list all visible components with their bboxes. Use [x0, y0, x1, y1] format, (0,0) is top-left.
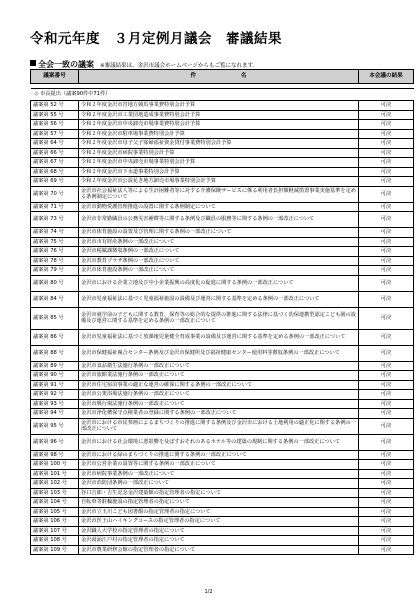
subject-cell: 金沢市浄化槽保守点検業者の登録に関する条例の一部改正について	[79, 409, 359, 419]
table-row	[31, 110, 414, 120]
group-row	[31, 89, 414, 101]
subject-cell: 谷口吉郎・吉生記念金沢建築館の指定管理者の指定について	[79, 488, 359, 498]
result-cell: 可決	[359, 101, 414, 111]
bill-number-cell: 議案第 109 号	[31, 545, 79, 555]
table-row	[31, 139, 414, 149]
table-row	[31, 228, 414, 238]
table-row	[31, 266, 414, 276]
subject-cell: 金沢市興行場法施行条例の一部改正について	[79, 399, 359, 409]
table-row	[31, 256, 414, 266]
bill-number-cell: 議案第 88 号	[31, 345, 79, 361]
subject-cell: 金沢市保健福祉複合センター条例及び金沢市保健所及び福祉健康センター使用料等徴収条例の一部改正について	[79, 345, 359, 361]
table-row	[31, 329, 414, 345]
header-subject: 件 名	[79, 70, 359, 84]
result-cell: 可決	[359, 526, 414, 536]
result-cell: 可決	[359, 361, 414, 371]
results-table	[30, 69, 414, 555]
subject-cell: 金沢市における企業立地及び中小企業振興の高度化の促進に関する条例の一部改正について	[79, 275, 359, 291]
table-row	[31, 202, 414, 212]
bill-number-cell: 議案第 94 号	[31, 409, 79, 419]
result-cell: 可決	[359, 148, 414, 158]
result-cell: 可決	[359, 479, 414, 489]
subject-cell: 金沢湯涌江戸村の指定管理者の指定について	[79, 536, 359, 546]
subject-cell: 金沢市旅館業法施行条例の一部改正について	[79, 371, 359, 381]
table-row	[31, 167, 414, 177]
result-cell: 可決	[359, 450, 414, 460]
bill-number-cell: 議案第 98 号	[31, 450, 79, 460]
bill-number-cell: 議案第 91 号	[31, 380, 79, 390]
bill-number-cell: 議案第 106 号	[31, 517, 79, 527]
result-cell: 可決	[359, 129, 414, 139]
subject-cell: 令和２年度金沢市駐車場事業費特別会計予算	[79, 129, 359, 139]
table-row	[31, 536, 414, 546]
subject-cell: 金沢市教育プラザ条例の一部改正について	[79, 256, 359, 266]
bill-number-cell: 議案第 70 号	[31, 186, 79, 202]
table-row	[31, 345, 414, 361]
bill-number-cell: 議案第 71 号	[31, 202, 79, 212]
result-cell: 可決	[359, 390, 414, 400]
result-cell: 可決	[359, 291, 414, 307]
subject-cell: 金沢市市有財産条例の一部改正について	[79, 237, 359, 247]
table-row	[31, 479, 414, 489]
subject-cell: 金沢市医王山ハイキングコースの指定管理者の指定について	[79, 517, 359, 527]
bill-number-cell: 議案第 80 号	[31, 275, 79, 291]
table-body	[31, 84, 414, 555]
bill-number-cell: 議案第 76 号	[31, 247, 79, 257]
subject-cell: 自転車等駐輪施設の指定管理者の指定について	[79, 498, 359, 508]
table-row	[31, 409, 414, 419]
table-row	[31, 380, 414, 390]
result-cell: 可決	[359, 237, 414, 247]
result-cell: 可決	[359, 507, 414, 517]
subject-cell: 金沢市消防団条例の一部改正について	[79, 479, 359, 489]
bill-number-cell: 議案第 52 号	[31, 101, 79, 111]
bill-number-cell: 議案第 107 号	[31, 526, 79, 536]
result-cell: 可決	[359, 307, 414, 329]
bill-number-cell: 議案第 79 号	[31, 266, 79, 276]
subject-cell: 金沢市食品衛生法施行条例の一部改正について	[79, 361, 359, 371]
subject-cell: 金沢市における緑のまちづくりの推進に関する条例の一部改正について	[79, 450, 359, 460]
bill-number-cell: 議案第 102 号	[31, 479, 79, 489]
table-row	[31, 186, 414, 202]
result-cell: 可決	[359, 418, 414, 434]
result-cell: 可決	[359, 469, 414, 479]
result-cell: 可決	[359, 345, 414, 361]
table-row	[31, 212, 414, 228]
subject-cell: 金沢市公営企業の設置等に関する条例の一部改正について	[79, 460, 359, 470]
table-row	[31, 361, 414, 371]
table-row	[31, 526, 414, 536]
section-heading: 全会一致の議案	[38, 60, 94, 69]
table-row	[31, 418, 414, 434]
table-row	[31, 307, 414, 329]
subject-cell: 令和２年度金沢市下水道事業特別会計予算	[79, 167, 359, 177]
result-cell: 可決	[359, 167, 414, 177]
result-cell: 可決	[359, 247, 414, 257]
result-cell: 可決	[359, 110, 414, 120]
result-cell: 可決	[359, 256, 414, 266]
table-row	[31, 158, 414, 168]
subject-cell: 金沢市体育施設条例の一部改正について	[79, 266, 359, 276]
table-row	[31, 275, 414, 291]
result-cell: 可決	[359, 120, 414, 130]
bill-number-cell: 議案第 100 号	[31, 460, 79, 470]
bill-number-cell: 議案第 95 号	[31, 418, 79, 434]
subject-cell: 金沢市における市民参画によるまちづくりの推進に関する条例及び金沢市における土地利用の適正化に関する条例の一部改正について	[79, 418, 359, 434]
result-cell: 可決	[359, 329, 414, 345]
subject-cell: 金沢市における社会環境に悪影響を及ぼすおそれのあるホテル等の建築の規制に関する条例の一部改正について	[79, 434, 359, 450]
bill-number-cell: 議案第 64 号	[31, 139, 79, 149]
bill-number-cell: 議案第 92 号	[31, 390, 79, 400]
bill-number-cell: 議案第 84 号	[31, 291, 79, 307]
table-row	[31, 390, 414, 400]
table-row	[31, 247, 414, 257]
subject-cell: 令和２年度金沢市母子父子寡婦福祉資金貸付事業費特別会計予算	[79, 139, 359, 149]
table-row	[31, 237, 414, 247]
bill-number-cell: 議案第 78 号	[31, 256, 79, 266]
bill-number-cell: 議案第 86 号	[31, 329, 79, 345]
bill-number-cell: 議案第 56 号	[31, 120, 79, 130]
bill-number-cell: 議案第 73 号	[31, 212, 79, 228]
subject-cell: 金沢市農業研修会館の指定管理者の指定について	[79, 545, 359, 555]
bill-number-cell: 議案第 96 号	[31, 434, 79, 450]
subject-cell: 金沢市病院事業条例の一部改正について	[79, 469, 359, 479]
table-row	[31, 148, 414, 158]
table-row	[31, 450, 414, 460]
bill-number-cell: 議案第 55 号	[31, 110, 79, 120]
bill-number-cell: 議案第 89 号	[31, 361, 79, 371]
table-row	[31, 371, 414, 381]
bill-number-cell: 議案第 93 号	[31, 399, 79, 409]
bill-number-cell: 議案第 90 号	[31, 371, 79, 381]
table-row	[31, 177, 414, 187]
subject-cell: 令和２年度金沢市中央卸売市場事業費特別会計予算	[79, 120, 359, 130]
bill-number-cell: 議案第 69 号	[31, 177, 79, 187]
subject-cell: 金沢市体育施設の設置及び管理に関する条例の一部改正について	[79, 228, 359, 238]
bill-number-cell: 議案第 74 号	[31, 228, 79, 238]
subject-cell: 金沢市税賦課徴収条例の一部改正について	[79, 247, 359, 257]
table-row	[31, 488, 414, 498]
bill-number-cell: 議案第 108 号	[31, 536, 79, 546]
table-row	[31, 517, 414, 527]
table-header-row	[31, 70, 414, 84]
table-row	[31, 120, 414, 130]
bill-number-cell: 議案第 66 号	[31, 148, 79, 158]
result-cell: 可決	[359, 399, 414, 409]
result-cell: 可決	[359, 409, 414, 419]
bill-number-cell: 議案第 67 号	[31, 158, 79, 168]
table-row	[31, 507, 414, 517]
result-cell: 可決	[359, 228, 414, 238]
result-cell: 可決	[359, 158, 414, 168]
result-cell: 可決	[359, 371, 414, 381]
subject-cell: 金沢市児童福祉法に基づく児童福祉施設の設備及び運営に関する基準を定める条例の一部改正について	[79, 291, 359, 307]
table-row	[31, 434, 414, 450]
result-cell: 可決	[359, 177, 414, 187]
result-cell: 可決	[359, 460, 414, 470]
header-bill-number: 議案番号	[31, 70, 79, 84]
section-note: ※審議結果は、金沢市議会ホームページからもご覧になれます。	[100, 63, 259, 69]
subject-cell: 金沢市児童福祉法に基づく放課後児童健全育成事業の設備及び運営に関する基準を定める条例の一部改正について	[79, 329, 359, 345]
bill-number-cell: 議案第 103 号	[31, 488, 79, 498]
result-cell: 可決	[359, 139, 414, 149]
header-result: 本会議の結果	[359, 70, 414, 84]
bill-number-cell: 議案第 104 号	[31, 498, 79, 508]
table-row	[31, 545, 414, 555]
page-number: 1/2	[204, 589, 213, 595]
result-cell: 可決	[359, 434, 414, 450]
result-cell: 可決	[359, 488, 414, 498]
subject-cell: 令和２年度金沢市宮地方競馬事業費特別会計予算	[79, 101, 359, 111]
result-cell: 可決	[359, 275, 414, 291]
subject-cell: 金沢市住宅宿泊事業の適正な運営の確保に関する条例の一部改正について	[79, 380, 359, 390]
subject-cell: 令和２年度金沢市公設花き地方卸売市場事業特別会計予算	[79, 177, 359, 187]
square-bullet-icon	[30, 60, 36, 66]
document-title: 令和元年度 ３月定例月議会 審議結果	[30, 31, 282, 47]
result-cell: 可決	[359, 266, 414, 276]
result-cell: 可決	[359, 380, 414, 390]
subject-cell: 金沢市社会福祉法人等による生計困難者等に対する介護保険サービスに係る利用者負担額軽減措置事業実施基準を定める条例制定について	[79, 186, 359, 202]
subject-cell: 令和２年度金沢市中央卸売市場事業特別会計予算	[79, 158, 359, 168]
result-cell: 可決	[359, 202, 414, 212]
result-cell: 可決	[359, 517, 414, 527]
result-cell: 可決	[359, 498, 414, 508]
subject-cell: 金沢市公衆浴場法施行条例の一部改正について	[79, 390, 359, 400]
subject-cell: 金沢市非常勤職員の公務災害補償等に関する条例及び職員の服務等に関する条例の一部改正について	[79, 212, 359, 228]
result-cell: 可決	[359, 186, 414, 202]
table-row	[31, 460, 414, 470]
bill-number-cell: 議案第 75 号	[31, 237, 79, 247]
bill-number-cell: 議案第 68 号	[31, 167, 79, 177]
table-row	[31, 291, 414, 307]
subject-cell: 金沢市立玉川こども図書館の指定管理者の指定について	[79, 507, 359, 517]
bill-number-cell: 議案第 101 号	[31, 469, 79, 479]
subject-cell: 金沢職人大学校の指定管理者の指定について	[79, 526, 359, 536]
subject-cell: 令和２年度金沢市病院事業特別会計予算	[79, 148, 359, 158]
result-cell: 可決	[359, 212, 414, 228]
result-cell: 可決	[359, 536, 414, 546]
subject-cell: 令和２年度金沢市工業団地造成事業費特別会計予算	[79, 110, 359, 120]
subject-cell: 金沢市就学前の子どもに関する教育、保育等の総合的な提供の推進に関する法律に基づく幼保連携型認定こども園の設備及び運営に関する基準を定める条例の一部改正について	[79, 307, 359, 329]
bill-number-cell: 議案第 57 号	[31, 129, 79, 139]
table-row	[31, 399, 414, 409]
table-row	[31, 498, 414, 508]
bill-number-cell: 議案第 105 号	[31, 507, 79, 517]
result-cell: 可決	[359, 545, 414, 555]
table-row	[31, 129, 414, 139]
bill-number-cell: 議案第 85 号	[31, 307, 79, 329]
table-row	[31, 469, 414, 479]
table-row	[31, 101, 414, 111]
group-label: ◇ 市長提出（議案90件中71件）	[31, 89, 414, 101]
subject-cell: 金沢市動物愛護管理推進の設置に関する条例制定について	[79, 202, 359, 212]
